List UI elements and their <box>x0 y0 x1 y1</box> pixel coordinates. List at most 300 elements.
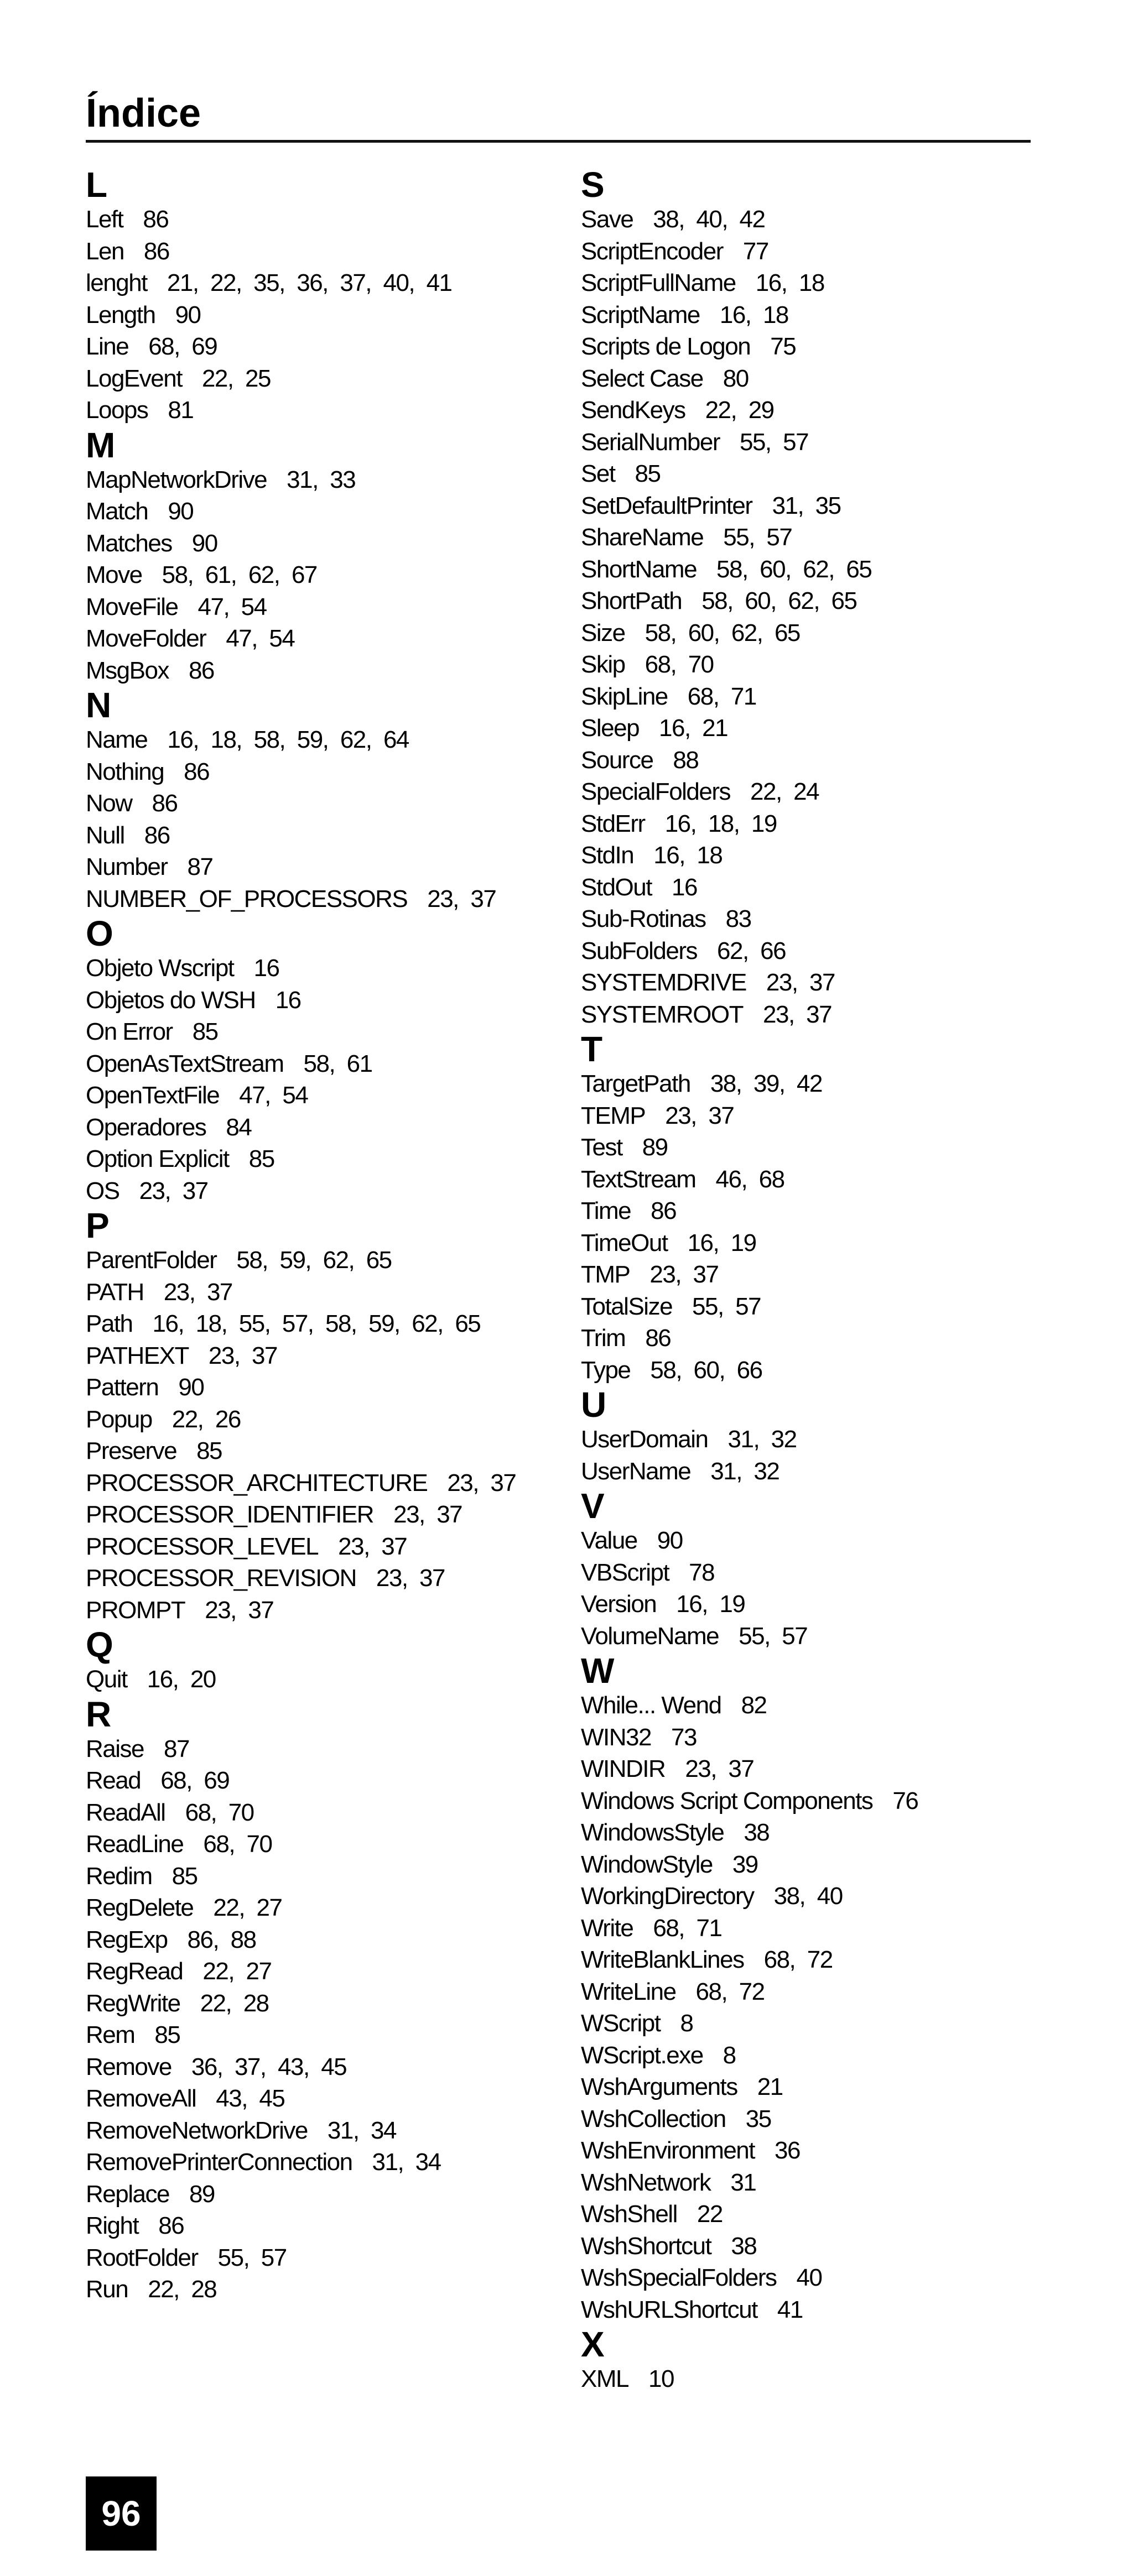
index-letter-heading: M <box>86 425 116 465</box>
index-term: Popup <box>86 1405 152 1433</box>
index-entry <box>86 299 562 331</box>
index-term: ShortPath <box>581 587 682 614</box>
index-page-refs: 31, 33 <box>287 466 356 493</box>
index-entry <box>86 1499 562 1531</box>
index-term: On Error <box>86 1018 173 1045</box>
index-page-refs: 86 <box>143 237 169 265</box>
index-entry <box>86 1956 562 1988</box>
index-term: Read <box>86 1767 141 1794</box>
index-page-refs: 31, 35 <box>772 492 841 519</box>
index-entry <box>86 236 562 268</box>
index-term: Windows Script Components <box>581 1787 873 1814</box>
index-term: Null <box>86 821 124 849</box>
index-term: OS <box>86 1177 119 1204</box>
page-header <box>86 87 1031 143</box>
index-term: MoveFile <box>86 593 178 620</box>
index-term: TargetPath <box>581 1070 690 1097</box>
index-entry <box>581 712 1057 744</box>
index-entry <box>581 1259 1057 1291</box>
index-entry <box>581 1423 1057 1456</box>
index-term: VolumeName <box>581 1622 719 1650</box>
index-entry <box>86 1733 562 1765</box>
index-page-refs: 76 <box>892 1787 918 1814</box>
index-page-refs: 89 <box>642 1134 668 1161</box>
index-entry <box>86 1276 562 1308</box>
index-entry <box>581 1753 1057 1785</box>
index-entry <box>86 1048 562 1080</box>
index-term: SpecialFolders <box>581 778 731 805</box>
index-entry <box>86 2051 562 2083</box>
index-term: PROMPT <box>86 1596 185 1624</box>
index-term: WshArguments <box>581 2073 737 2100</box>
index-page-refs: 86 <box>144 821 170 849</box>
index-entry <box>581 808 1057 840</box>
index-page-refs: 40 <box>796 2264 822 2291</box>
index-letter-heading: R <box>86 1694 112 1734</box>
index-term: WindowStyle <box>581 1850 713 1878</box>
index-term: UserDomain <box>581 1426 708 1453</box>
index-entry <box>581 617 1057 649</box>
index-term: Save <box>581 206 633 233</box>
index-page-refs: 55, 57 <box>692 1292 761 1320</box>
index-term: Replace <box>86 2180 169 2208</box>
index-term: SYSTEMDRIVE <box>581 969 746 996</box>
index-term: LogEvent <box>86 364 182 392</box>
index-term: Path <box>86 1310 133 1337</box>
index-page-refs: 16, 21 <box>659 715 728 742</box>
index-term: SetDefaultPrinter <box>581 492 752 519</box>
index-page-refs: 23, 37 <box>139 1177 208 1204</box>
index-term: Source <box>581 746 653 774</box>
index-term: Objetos do WSH <box>86 986 256 1014</box>
index-letter-heading: S <box>581 165 605 205</box>
index-page-refs: 86 <box>651 1197 677 1224</box>
index-letter-heading: W <box>581 1651 615 1691</box>
index-term: RootFolder <box>86 2244 198 2271</box>
index-entry <box>86 1892 562 1924</box>
index-term: Time <box>581 1197 631 1224</box>
index-page-refs: 23, 37 <box>766 969 835 996</box>
index-page-refs: 86 <box>184 758 210 785</box>
index-page-refs: 16, 18, 55, 57, 58, 59, 62, 65 <box>152 1310 481 1337</box>
index-term: While... Wend <box>581 1692 721 1719</box>
index-page-refs: 68, 72 <box>763 1946 833 1973</box>
index-page-refs: 21 <box>757 2073 783 2100</box>
index-page-refs: 38 <box>731 2232 757 2260</box>
index-page-refs: 90 <box>168 498 194 525</box>
index-entry <box>581 1588 1057 1620</box>
index-entry <box>86 1308 562 1340</box>
index-page-refs: 16, 19 <box>676 1591 745 1618</box>
index-page-refs: 68, 70 <box>203 1831 272 1858</box>
index-entry <box>86 1080 562 1112</box>
index-term: ReadLine <box>86 1831 184 1858</box>
index-entry <box>86 267 562 299</box>
index-term: RegWrite <box>86 1989 180 2017</box>
index-entry <box>581 204 1057 236</box>
index-term: WorkingDirectory <box>581 1883 754 1910</box>
index-entry <box>86 2146 562 2178</box>
index-term: OpenAsTextStream <box>86 1050 284 1077</box>
index-term: ScriptName <box>581 301 700 328</box>
index-entry <box>581 1976 1057 2008</box>
index-page-refs: 38, 40, 42 <box>653 206 765 233</box>
index-page-refs: 89 <box>189 2180 215 2208</box>
index-entry <box>581 839 1057 872</box>
index-term: TextStream <box>581 1165 696 1193</box>
index-entry <box>581 776 1057 808</box>
index-entry <box>581 999 1057 1031</box>
page-title: Índice <box>86 91 201 135</box>
page-number: 96 <box>101 2494 141 2533</box>
index-page-refs: 22, 29 <box>705 397 774 424</box>
index-page-refs: 62, 66 <box>717 937 786 964</box>
index-page-refs: 90 <box>175 301 201 328</box>
index-term: WshURLShortcut <box>581 2296 757 2323</box>
index-entry <box>581 2294 1057 2326</box>
index-entry <box>581 1456 1057 1488</box>
index-entry <box>581 1620 1057 1652</box>
index-page-refs: 68, 69 <box>148 333 217 360</box>
index-entry <box>581 1100 1057 1132</box>
index-page-refs: 87 <box>187 853 213 880</box>
index-term: WshCollection <box>581 2105 726 2132</box>
index-page-refs: 31, 34 <box>327 2116 396 2144</box>
index-term: MoveFolder <box>86 625 206 652</box>
index-entry <box>86 1372 562 1404</box>
index-page-refs: 68, 71 <box>687 682 756 710</box>
index-entry <box>581 1880 1057 1912</box>
index-entry <box>86 655 562 687</box>
index-term: PROCESSOR_LEVEL <box>86 1532 319 1560</box>
index-entry <box>86 1143 562 1175</box>
index-entry <box>581 2135 1057 2167</box>
index-entry <box>86 820 562 852</box>
index-page-refs: 23, 37 <box>763 1000 832 1028</box>
index-entry <box>581 1068 1057 1100</box>
index-page-refs: 90 <box>191 529 217 557</box>
index-page-refs: 47, 54 <box>198 593 267 620</box>
index-term: SYSTEMROOT <box>581 1000 744 1028</box>
index-page-refs: 55, 57 <box>723 524 792 551</box>
index-page-refs: 22, 27 <box>202 1958 272 1985</box>
index-page-refs: 68, 70 <box>185 1798 254 1826</box>
index-term: Loops <box>86 397 148 424</box>
index-entry <box>581 585 1057 617</box>
index-term: Rem <box>86 2021 135 2048</box>
index-term: StdOut <box>581 873 652 901</box>
index-term: Matches <box>86 529 172 557</box>
index-term: Trim <box>581 1324 626 1352</box>
index-term: Right <box>86 2212 139 2239</box>
index-page-refs: 73 <box>671 1723 697 1751</box>
index-entry <box>86 2273 562 2306</box>
index-term: Number <box>86 853 168 880</box>
index-term: PROCESSOR_IDENTIFIER <box>86 1501 374 1528</box>
index-entry <box>581 490 1057 522</box>
index-page-refs: 16, 20 <box>147 1666 216 1693</box>
index-page-refs: 23, 37 <box>427 885 496 912</box>
index-entry <box>86 623 562 655</box>
index-page-refs: 22, 28 <box>148 2276 217 2303</box>
index-page-refs: 31 <box>730 2168 756 2196</box>
index-entry <box>86 1435 562 1467</box>
index-entry <box>581 554 1057 586</box>
index-page-refs: 16, 18 <box>653 842 723 869</box>
index-term: WshShortcut <box>581 2232 711 2260</box>
index-letter-heading: O <box>86 914 113 953</box>
index-page-refs: 90 <box>178 1374 204 1401</box>
index-term: Set <box>581 460 615 487</box>
index-entry <box>581 967 1057 999</box>
index-term: Move <box>86 561 142 588</box>
index-page-refs: 16, 18 <box>755 269 824 296</box>
index-page-refs: 58, 60, 66 <box>650 1356 762 1384</box>
index-entry <box>86 1765 562 1797</box>
index-term: ScriptEncoder <box>581 237 723 265</box>
index-term: ScriptFullName <box>581 269 736 296</box>
index-entry <box>581 2103 1057 2135</box>
index-term: lenght <box>86 269 147 296</box>
index-entry <box>581 2007 1057 2040</box>
index-term: RegRead <box>86 1958 183 1985</box>
index-page-refs: 68, 70 <box>645 651 714 678</box>
index-page-refs: 86 <box>645 1324 671 1352</box>
index-letter-heading: Q <box>86 1625 113 1665</box>
index-entry <box>581 1195 1057 1227</box>
index-entry <box>581 1557 1057 1589</box>
index-entry <box>86 2083 562 2115</box>
index-entry <box>581 2230 1057 2262</box>
index-page-refs: 23, 37 <box>685 1755 754 1782</box>
index-term: Sleep <box>581 715 640 742</box>
index-entry <box>581 872 1057 904</box>
index-page-refs: 16, 19 <box>687 1229 756 1256</box>
index-entry <box>581 2363 1057 2395</box>
index-entry <box>86 464 562 496</box>
index-letter-heading: U <box>581 1385 607 1425</box>
index-page-refs: 87 <box>164 1735 189 1762</box>
index-page-refs: 90 <box>657 1527 683 1554</box>
index-page-refs: 16 <box>253 955 279 982</box>
index-entry <box>581 903 1057 935</box>
index-page-refs: 68, 72 <box>695 1978 765 2005</box>
index-page-refs: 80 <box>723 364 749 392</box>
index-term: OpenTextFile <box>86 1082 220 1109</box>
index-entry <box>86 1244 562 1276</box>
index-term: WshNetwork <box>581 2168 711 2196</box>
index-term: WshEnvironment <box>581 2137 755 2164</box>
index-page-refs: 36, 37, 43, 45 <box>191 2053 347 2080</box>
index-page-refs: 16, 18 <box>719 301 788 328</box>
index-term: WshSpecialFolders <box>581 2264 777 2291</box>
index-term: RegExp <box>86 1926 168 1953</box>
index-entry <box>86 363 562 395</box>
index-page-refs: 86 <box>152 790 178 817</box>
index-term: SerialNumber <box>581 428 720 456</box>
index-term: TimeOut <box>581 1229 668 1256</box>
index-page-refs: 86 <box>158 2212 184 2239</box>
index-page-refs: 85 <box>635 460 661 487</box>
index-entry <box>86 984 562 1016</box>
index-entry <box>86 1016 562 1048</box>
index-term: Redim <box>86 1862 152 1890</box>
index-entry <box>86 1797 562 1829</box>
index-term: Line <box>86 333 129 360</box>
index-term: MapNetworkDrive <box>86 466 267 493</box>
index-term: Size <box>581 619 625 646</box>
index-page-refs: 22, 26 <box>171 1405 241 1433</box>
index-entry <box>86 1531 562 1563</box>
index-entry <box>86 394 562 426</box>
index-term: Option Explicit <box>86 1145 229 1172</box>
index-page-refs: 36 <box>775 2137 800 2164</box>
index-page-refs: 55, 57 <box>739 428 809 456</box>
index-term: WshShell <box>581 2200 677 2228</box>
index-page-refs: 16, 18, 19 <box>664 810 777 837</box>
index-entry <box>86 2178 562 2210</box>
index-entry <box>86 1924 562 1956</box>
index-page-refs: 85 <box>248 1145 274 1172</box>
index-page-refs: 58, 61, 62, 67 <box>162 561 317 588</box>
index-page-refs: 84 <box>226 1113 252 1141</box>
index-entry <box>581 267 1057 299</box>
page-number-box <box>86 2476 157 2551</box>
index-entry <box>581 1322 1057 1354</box>
index-term: WriteBlankLines <box>581 1946 744 1973</box>
index-term: UserName <box>581 1457 691 1485</box>
index-page-refs: 8 <box>723 2041 736 2069</box>
index-letter-heading: T <box>581 1029 603 1069</box>
index-entry <box>86 1175 562 1207</box>
index-entry <box>86 1404 562 1436</box>
index-page-refs: 22, 24 <box>750 778 819 805</box>
index-term: ReadAll <box>86 1798 165 1826</box>
index-entry <box>86 851 562 883</box>
index-entry <box>581 2262 1057 2294</box>
index-page-refs: 23, 37 <box>376 1565 445 1592</box>
index-term: Length <box>86 301 155 328</box>
index-entry <box>86 2210 562 2242</box>
index-entry <box>581 649 1057 681</box>
index-page-refs: 23, 37 <box>665 1102 734 1129</box>
index-term: SubFolders <box>581 937 698 964</box>
index-page-refs: 58, 61 <box>303 1050 372 1077</box>
index-entry <box>581 1291 1057 1323</box>
index-term: PATHEXT <box>86 1342 189 1369</box>
index-term: StdErr <box>581 810 645 837</box>
index-term: RemoveAll <box>86 2085 196 2112</box>
index-term: RegDelete <box>86 1894 194 1921</box>
index-term: Left <box>86 206 123 233</box>
index-entry <box>581 2198 1057 2230</box>
index-page-refs: 22, 28 <box>200 1989 269 2017</box>
index-letter-heading: N <box>86 685 112 725</box>
index-term: NUMBER_OF_PROCESSORS <box>86 885 408 912</box>
index-page-refs: 86 <box>188 656 214 684</box>
index-entry <box>86 1594 562 1626</box>
index-entry <box>581 1164 1057 1196</box>
index-page-refs: 23, 37 <box>649 1261 719 1288</box>
index-term: Operadores <box>86 1113 206 1141</box>
index-entry <box>581 1912 1057 1944</box>
index-page-refs: 23, 37 <box>393 1501 462 1528</box>
index-term: Select Case <box>581 364 703 392</box>
index-page-refs: 31, 34 <box>372 2149 441 2176</box>
index-term: Remove <box>86 2053 171 2080</box>
index-term: Nothing <box>86 758 164 785</box>
index-entry <box>86 528 562 560</box>
index-term: Quit <box>86 1666 127 1693</box>
index-page-refs: 86 <box>143 206 169 233</box>
index-term: ShareName <box>581 524 704 551</box>
index-term: Raise <box>86 1735 144 1762</box>
index-column-left <box>86 166 562 2306</box>
index-page-refs: 58, 59, 62, 65 <box>236 1247 392 1274</box>
index-term: Type <box>581 1356 631 1384</box>
index-page-refs: 8 <box>680 2010 693 2037</box>
index-entry <box>581 1131 1057 1164</box>
index-term: StdIn <box>581 842 634 869</box>
index-page-refs: 85 <box>192 1018 218 1045</box>
index-entry <box>86 1467 562 1499</box>
index-page-refs: 41 <box>777 2296 803 2323</box>
index-page-refs: 85 <box>171 1862 198 1890</box>
index-entry <box>86 1112 562 1144</box>
index-term: Len <box>86 237 124 265</box>
index-page-refs: 58, 60, 62, 65 <box>645 619 800 646</box>
index-term: Name <box>86 726 148 753</box>
index-entry <box>86 1988 562 2020</box>
index-entry <box>581 522 1057 554</box>
index-entry <box>581 1817 1057 1849</box>
index-page-refs: 22, 25 <box>201 364 271 392</box>
index-letter-heading: V <box>581 1486 605 1526</box>
index-page-refs: 16 <box>275 986 301 1014</box>
index-page-refs: 22 <box>697 2200 723 2228</box>
index-page-refs: 46, 68 <box>715 1165 784 1193</box>
index-entry <box>581 2071 1057 2103</box>
index-term: RemoveNetworkDrive <box>86 2116 308 2144</box>
index-page-refs: 21, 22, 35, 36, 37, 40, 41 <box>167 269 452 296</box>
index-entry <box>86 1664 562 1696</box>
index-page-refs: 31, 32 <box>710 1457 779 1485</box>
index-term: Test <box>581 1134 622 1161</box>
index-term: TEMP <box>581 1102 646 1129</box>
index-page-refs: 83 <box>725 905 751 932</box>
index-term: WriteLine <box>581 1978 676 2005</box>
index-letter-heading: L <box>86 165 108 205</box>
index-entry <box>581 935 1057 967</box>
index-term: WINDIR <box>581 1755 666 1782</box>
index-entry <box>581 1525 1057 1557</box>
index-entry <box>86 559 562 591</box>
index-page-refs: 55, 57 <box>217 2244 287 2271</box>
index-entry <box>581 1944 1057 1976</box>
index-page-refs: 47, 54 <box>226 625 295 652</box>
index-entry <box>86 1860 562 1892</box>
index-page-refs: 23, 37 <box>163 1278 232 1306</box>
index-entry <box>581 363 1057 395</box>
index-term: SkipLine <box>581 682 668 710</box>
index-page-refs: 39 <box>732 1850 758 1878</box>
index-term: TotalSize <box>581 1292 673 1320</box>
index-page-refs: 47, 54 <box>239 1082 308 1109</box>
index-entry <box>581 2167 1057 2199</box>
index-entry <box>86 2019 562 2051</box>
index-entry <box>86 331 562 363</box>
index-page-refs: 10 <box>648 2365 674 2392</box>
